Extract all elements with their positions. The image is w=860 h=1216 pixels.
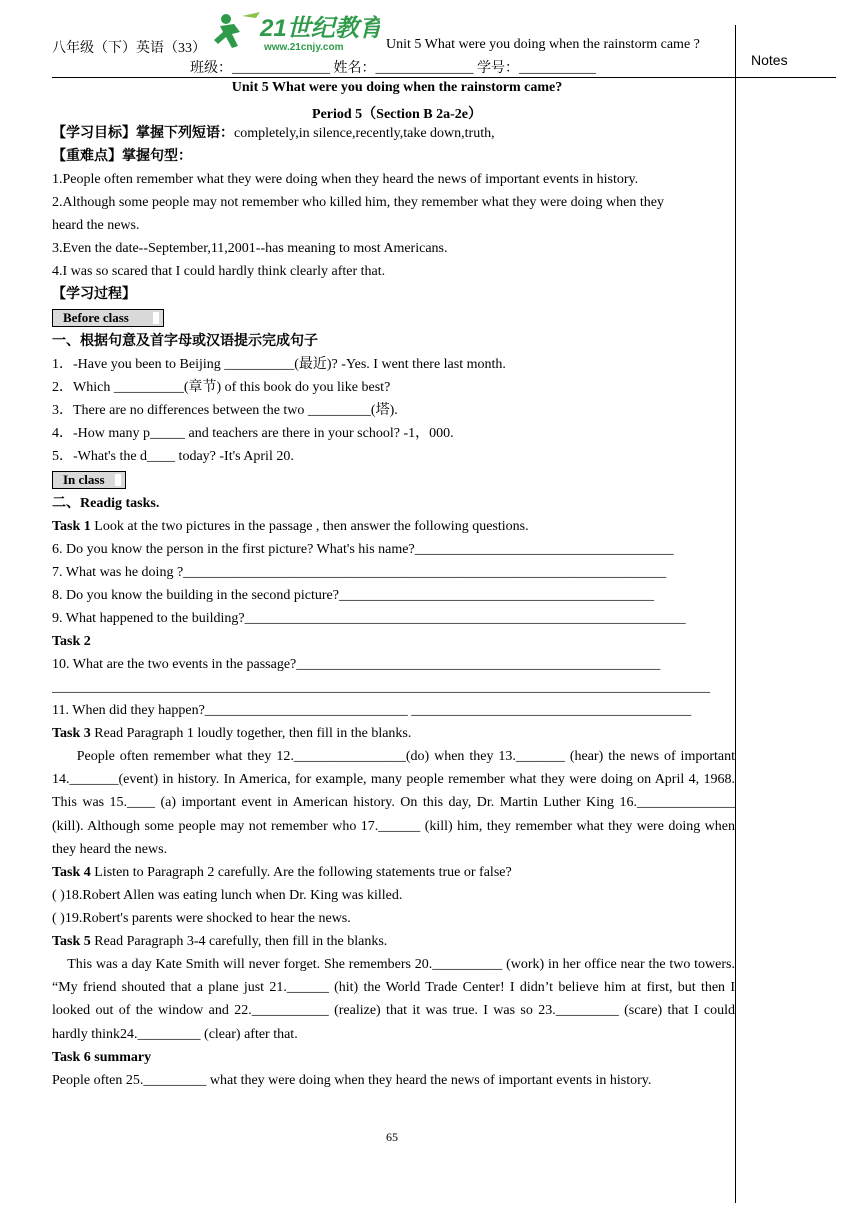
task6-label: Task 6 bbox=[52, 1050, 91, 1065]
question-9: 9. What happened to the building?_______________________________________________________________ bbox=[52, 611, 686, 626]
section2-title: 二、Readig tasks. bbox=[52, 496, 160, 511]
task4-label: Task 4 bbox=[52, 865, 91, 880]
header-left: 八年级（下）英语（33） bbox=[52, 41, 206, 56]
task5-text: Read Paragraph 3-4 carefully, then fill in the blanks. bbox=[90, 934, 388, 949]
question-19: ( )19.Robert's parents were shocked to hear the news. bbox=[52, 911, 351, 926]
sentence-2: 2.Although some people may not remember who killed him, they remember what they were doing when they bbox=[52, 195, 664, 210]
sentence-1: 1.People often remember what they were doing when they heard the news of important events in history. bbox=[52, 172, 639, 187]
notes-divider bbox=[735, 25, 736, 1203]
page-number: 65 bbox=[386, 1130, 398, 1144]
question-10: 10. What are the two events in the passage?____________________________________________________ bbox=[52, 657, 661, 672]
exercise-3: 3．There are no differences between the two _________(塔). bbox=[52, 403, 398, 418]
question-7: 7. What was he doing ?_____________________________________________________________________ bbox=[52, 565, 667, 580]
keypoints-label: 【重难点】掌握句型： bbox=[52, 149, 192, 164]
question-10-line: ______________________________________________________________________________________________ bbox=[52, 680, 710, 695]
task6 bbox=[52, 1050, 151, 1066]
task1-label: Task 1 bbox=[52, 519, 91, 534]
process-label: 【学习过程】 bbox=[52, 287, 136, 302]
task3-text: Read Paragraph 1 loudly together, then fill in the blanks. bbox=[90, 726, 412, 741]
task3-label: Task 3 bbox=[52, 726, 91, 741]
sentence-3: 3.Even the date--September,11,2001--has meaning to most Americans. bbox=[52, 241, 448, 256]
logo-icon bbox=[212, 10, 380, 54]
question-18: ( )18.Robert Allen was eating lunch when Dr. King was killed. bbox=[52, 888, 403, 903]
logo-url: www.21cnjy.com bbox=[264, 42, 344, 53]
title-period: Period 5（Section B 2a-2e） bbox=[312, 107, 482, 122]
logo bbox=[212, 10, 380, 54]
paragraph-2: This was a day Kate Smith will never forget. She remembers 20.__________ (work) in her office near the two towers. “My friend shouted that a plane just 21.______ (hit) the World Trade Center! I didn’t believe him at first, but then I looked out of the window and 22.___________ (realize) that it was true. I was so 23._________ (scare) that I could hardly think24._________ (clear) after that. bbox=[52, 957, 735, 1042]
header-divider bbox=[52, 77, 836, 78]
exercise-4: 4．-How many p_____ and teachers are there in your school? -1，000. bbox=[52, 426, 454, 441]
sentence-2-cont: heard the news. bbox=[52, 218, 140, 233]
objectives-text: completely,in silence,recently,take down,truth, bbox=[234, 126, 495, 141]
task4 bbox=[52, 865, 512, 881]
task3 bbox=[52, 726, 411, 742]
exercise-5: 5．-What's the d____ today? -It's April 20. bbox=[52, 449, 294, 464]
exercise-1: 1．-Have you been to Beijing __________(最近)? -Yes. I went there last month. bbox=[52, 357, 506, 372]
sentence-4: 4.I was so scared that I could hardly think clearly after that. bbox=[52, 264, 386, 279]
task1 bbox=[52, 519, 529, 535]
task5-label: Task 5 bbox=[52, 934, 91, 949]
in-class-box: In class bbox=[52, 471, 126, 489]
exercise-2: 2．Which __________(章节) of this book do you like best? bbox=[52, 380, 391, 395]
task1-text: Look at the two pictures in the passage , then answer the following questions. bbox=[90, 519, 529, 534]
task4-text: Listen to Paragraph 2 carefully. Are the following statements true or false? bbox=[90, 865, 512, 880]
section1-title: 一、根据句意及首字母或汉语提示完成句子 bbox=[52, 334, 318, 349]
question-25: People often 25._________ what they were doing when they heard the news of important events in history. bbox=[52, 1073, 652, 1088]
logo-text: 21世纪教育 bbox=[260, 15, 380, 42]
question-11: 11. When did they happen?_____________________________ ________________________________________ bbox=[52, 703, 692, 718]
task5 bbox=[52, 934, 387, 950]
paragraph-1: People often remember what they 12.________________(do) when they 13._______ (hear) the news of important 14._______(event) in history. In America, for example, many people remember what they were doing on April 4, 1968. This was 15.____ (a) important event in American history. On this day, Dr. Martin Luther King 16.______________ (kill). Although some people may not remember who 17.______ (kill) him, they remember what they were doing when they heard the news. bbox=[52, 749, 735, 857]
objectives-label: 【学习目标】掌握下列短语： bbox=[52, 126, 234, 141]
title-unit: Unit 5 What were you doing when the rainstorm came? bbox=[231, 80, 563, 95]
header-right: Unit 5 What were you doing when the rainstorm came ? bbox=[386, 37, 700, 52]
before-class-box: Before class bbox=[52, 309, 164, 327]
question-8: 8. Do you know the building in the second picture?_____________________________________________ bbox=[52, 588, 654, 603]
notes-label: Notes bbox=[751, 52, 788, 68]
task6-text: summary bbox=[90, 1050, 152, 1065]
question-6: 6. Do you know the person in the first picture? What's his name?_____________________________________ bbox=[52, 542, 674, 557]
task2-label: Task 2 bbox=[52, 634, 91, 649]
objectives bbox=[52, 126, 495, 142]
header-fields: 班级：______________ 姓名：______________ 学号：___________ bbox=[190, 61, 596, 76]
